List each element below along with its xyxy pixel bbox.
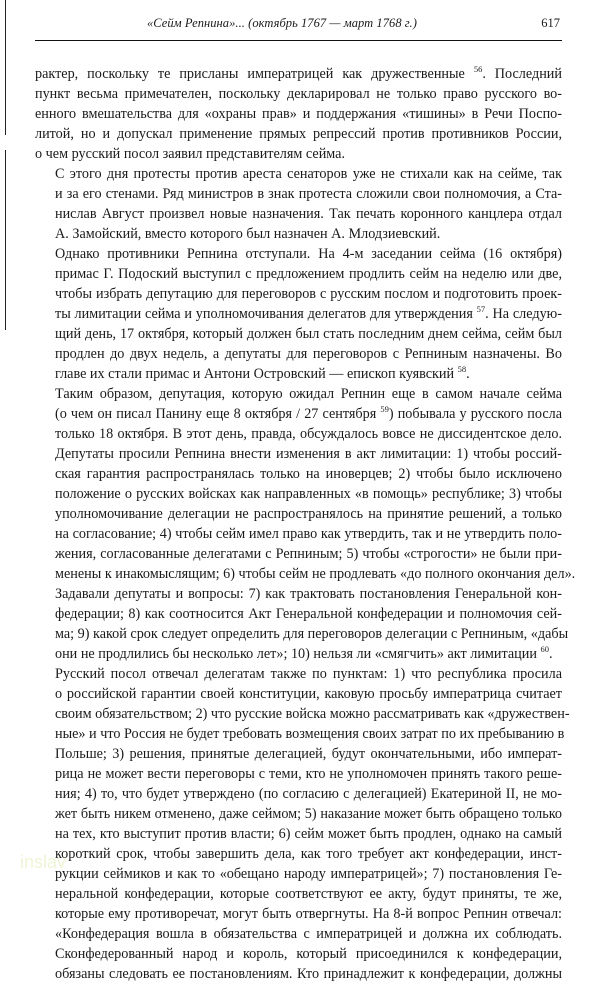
line-text: главе их стали примас и Антони Островский — епископ куявский — [55, 366, 455, 382]
line-text: (о чем он писал Панину еще 8 октября / 27 сентября — [55, 406, 377, 422]
line-text: жения, согласованные делегатами с Репниным; 5) чтобы «строгости» не были при- — [55, 546, 562, 562]
watermark: inslav — [20, 852, 67, 872]
running-title: «Сейм Репнина»... (октябрь 1767 — март 1768 г.) — [147, 16, 417, 30]
text-line — [35, 684, 562, 704]
text-line — [35, 844, 562, 864]
text-line — [35, 644, 562, 664]
footnote-ref[interactable]: 58 — [457, 364, 467, 374]
line-text: нислав Август произвел новые назначения. Так печать коронного канцлера отдал — [55, 206, 562, 222]
text-line — [35, 264, 562, 284]
line-text: литой, но и допускал применение прямых репрессий против противников России, — [35, 126, 562, 142]
text-line — [35, 404, 562, 424]
line-text: о чем русский посол заявил представителям сейма. — [35, 146, 346, 162]
text-line — [35, 224, 562, 244]
text-line — [35, 824, 562, 844]
line-text: короткий срок, чтобы завершить дела, как того требует акт конфедерации, инст- — [55, 846, 562, 862]
line-text: и за его стенами. Ряд министров в знак протеста сложили свои полномочия, а Ста- — [55, 186, 562, 202]
line-text: Задавали депутаты и вопросы: 7) как трактовать постановления Генеральной кон- — [55, 586, 562, 602]
text-line — [35, 604, 562, 624]
line-text: только 18 октября. В этот день, правда, обсуждалось вовсе не диссидентское дело. — [55, 426, 562, 442]
line-text: щий день, 17 октября, который должен был стать последним днем сейма, сейм был — [55, 326, 562, 342]
line-text: Однако противники Репнина отступали. На 4-м заседании сейма (16 октября) — [55, 246, 562, 262]
line-text: ты лимитации сейма и уполномочивания делегатов для утверждения — [55, 306, 473, 322]
line-text: уполномочивание делегации не распространялось на принятие решений, а только — [55, 506, 562, 522]
line-text: ская гарантия распространялась только на иноверцев; 2) чтобы было исключено — [55, 466, 562, 482]
line-text: положение о русских войсках как направленных «в помощь» республике; 3) чтобы — [55, 486, 562, 502]
line-text-tail: . — [466, 366, 470, 382]
line-text: федерации; 8) как соотносится Акт Генеральной конфедерации и полномочия сей- — [55, 606, 562, 622]
text-line — [35, 424, 562, 444]
line-text: примас Г. Подоский выступил с предложением продлить сейм на неделю или две, — [55, 266, 562, 282]
body-text — [35, 64, 576, 984]
text-line — [35, 864, 562, 884]
text-line — [35, 444, 562, 464]
text-line — [35, 384, 562, 404]
line-text: они не продлились бы несколько лет»; 10) нельзя ли «смягчить» акт лимитации — [55, 646, 537, 662]
text-line — [35, 584, 562, 604]
line-text: неральной конфедерации, которые соответствуют ее акту, будут приняты, те же, — [55, 886, 562, 902]
footnote-ref[interactable]: 56 — [473, 64, 483, 74]
line-text: на тех, кто выступит против власти; 6) сейм может быть продлен, однако на самый — [55, 826, 562, 842]
line-text: ма; 9) какой срок следует определить для переговоров делегации с Репниным, «дабы — [55, 626, 569, 642]
line-text: на согласование; 4) чтобы сейм имел право как утвердить, так и не утвердить поло- — [55, 526, 562, 542]
line-text: енного вмешательства для «охраны прав» и поддержания «тишины» в Речи Поспо- — [35, 106, 562, 122]
text-line — [35, 884, 562, 904]
line-text: своим обязательством; 2) что русские войска можно рассматривать как «дружествен- — [55, 706, 570, 722]
text-line — [35, 204, 562, 224]
text-line — [35, 464, 562, 484]
text-line — [35, 104, 562, 124]
line-text: рактер, поскольку те присланы императрицей как дружественные — [35, 66, 465, 82]
text-line — [35, 244, 562, 264]
line-text: чтобы избрать депутацию для переговоров с русским послом и подготовить проек- — [55, 286, 562, 302]
line-text: С этого дня протесты против ареста сенаторов уже не стихали как на сейме, так — [55, 166, 562, 182]
line-text: ния; 4) то, что будет утверждено (по согласию с делегацией) Екатериной II, не мо- — [55, 786, 562, 802]
text-line — [35, 524, 562, 544]
line-text: Сконфедерованный народ и король, который присоединился к конфедерации, — [55, 946, 562, 962]
line-text: продлен до двух недель, а депутаты для переговоров с Репниным назначены. Во — [55, 346, 562, 362]
footnote-ref[interactable]: 60 — [540, 644, 549, 654]
text-line — [35, 324, 562, 344]
text-line — [35, 624, 569, 644]
line-text: А. Замойский, вместо которого был назначен А. Млодзиевский. — [55, 226, 441, 242]
text-line — [35, 284, 562, 304]
line-text: рица не может вести переговоры с теми, кто не уполномочен принять такого реше- — [55, 766, 562, 782]
line-text-tail: ) побывала у русского посла — [388, 406, 562, 422]
line-text-tail: . На следую- — [485, 306, 562, 322]
text-line — [35, 164, 562, 184]
paragraph — [35, 64, 562, 164]
line-text: Польше; 3) решения, принятые делегацией, будут окончательными, ибо императ- — [55, 746, 562, 762]
text-line — [35, 544, 562, 564]
text-line — [35, 124, 562, 144]
line-text: «Конфедерация вошла в обязательства с императрицей и должна их соблюдать. — [55, 926, 562, 942]
line-text: жет быть никем отменено, даже сеймом; 5) наказание может быть обращено только — [55, 806, 562, 822]
text-line — [35, 564, 576, 584]
text-line — [35, 364, 562, 384]
text-line — [35, 964, 562, 984]
paragraph — [35, 164, 562, 244]
text-line — [35, 504, 562, 524]
line-text: Таким образом, депутация, которую ожидал Репнин еще в самом начале сейма — [55, 386, 562, 402]
line-text: пункт весьма примечателен, поскольку декларировал не только право русского во- — [35, 86, 562, 102]
line-text: которые ему противоречат, могут быть отвергнуты. На 8-й вопрос Репнин отвечал: — [55, 906, 562, 922]
running-header — [35, 16, 562, 41]
paragraph — [35, 664, 570, 984]
text-line — [35, 304, 562, 324]
line-text: менены к инакомыслящим; 6) чтобы сейм не продлевать «до полного окончания дел». — [55, 566, 576, 582]
line-text: Депутаты просили Репнина внести изменения в акт лимитации: 1) чтобы россий- — [55, 446, 562, 462]
text-line — [35, 744, 562, 764]
text-line — [35, 804, 562, 824]
text-line — [35, 84, 562, 104]
footnote-ref[interactable]: 57 — [476, 304, 486, 314]
text-line — [35, 664, 562, 684]
text-line — [35, 944, 562, 964]
text-line — [35, 724, 565, 744]
line-text-tail: . — [548, 646, 553, 662]
page-number: 617 — [541, 16, 560, 30]
scan-edge-line — [5, 150, 6, 330]
line-text-tail: . Последний — [482, 66, 562, 82]
line-text: рукции сеймиков и как то «обещано народу императрицей»; 7) постановления Ге- — [55, 866, 562, 882]
text-line — [35, 144, 562, 164]
paragraph — [35, 244, 562, 384]
text-line — [35, 64, 562, 84]
scan-edge-line — [5, 0, 6, 135]
line-text: обязаны следовать ее постановлениям. Кто принадлежит к конфедерации, должны — [55, 966, 562, 982]
paragraph — [35, 384, 576, 664]
text-line — [35, 344, 562, 364]
text-line — [35, 704, 570, 724]
line-text: Русский посол отвечал делегатам также по пунктам: 1) что республика просила — [55, 666, 562, 682]
text-line — [35, 904, 562, 924]
text-line — [35, 484, 562, 504]
line-text: о российской гарантии своей конституции, каковую просьбу императрица считает — [55, 686, 562, 702]
line-text: ные» и что Россия не будет требовать возмещения своих затрат по их пребыванию в — [55, 726, 565, 742]
footnote-ref[interactable]: 59 — [380, 404, 389, 414]
text-line — [35, 924, 562, 944]
text-line — [35, 764, 562, 784]
text-line — [35, 184, 562, 204]
text-line — [35, 784, 562, 804]
